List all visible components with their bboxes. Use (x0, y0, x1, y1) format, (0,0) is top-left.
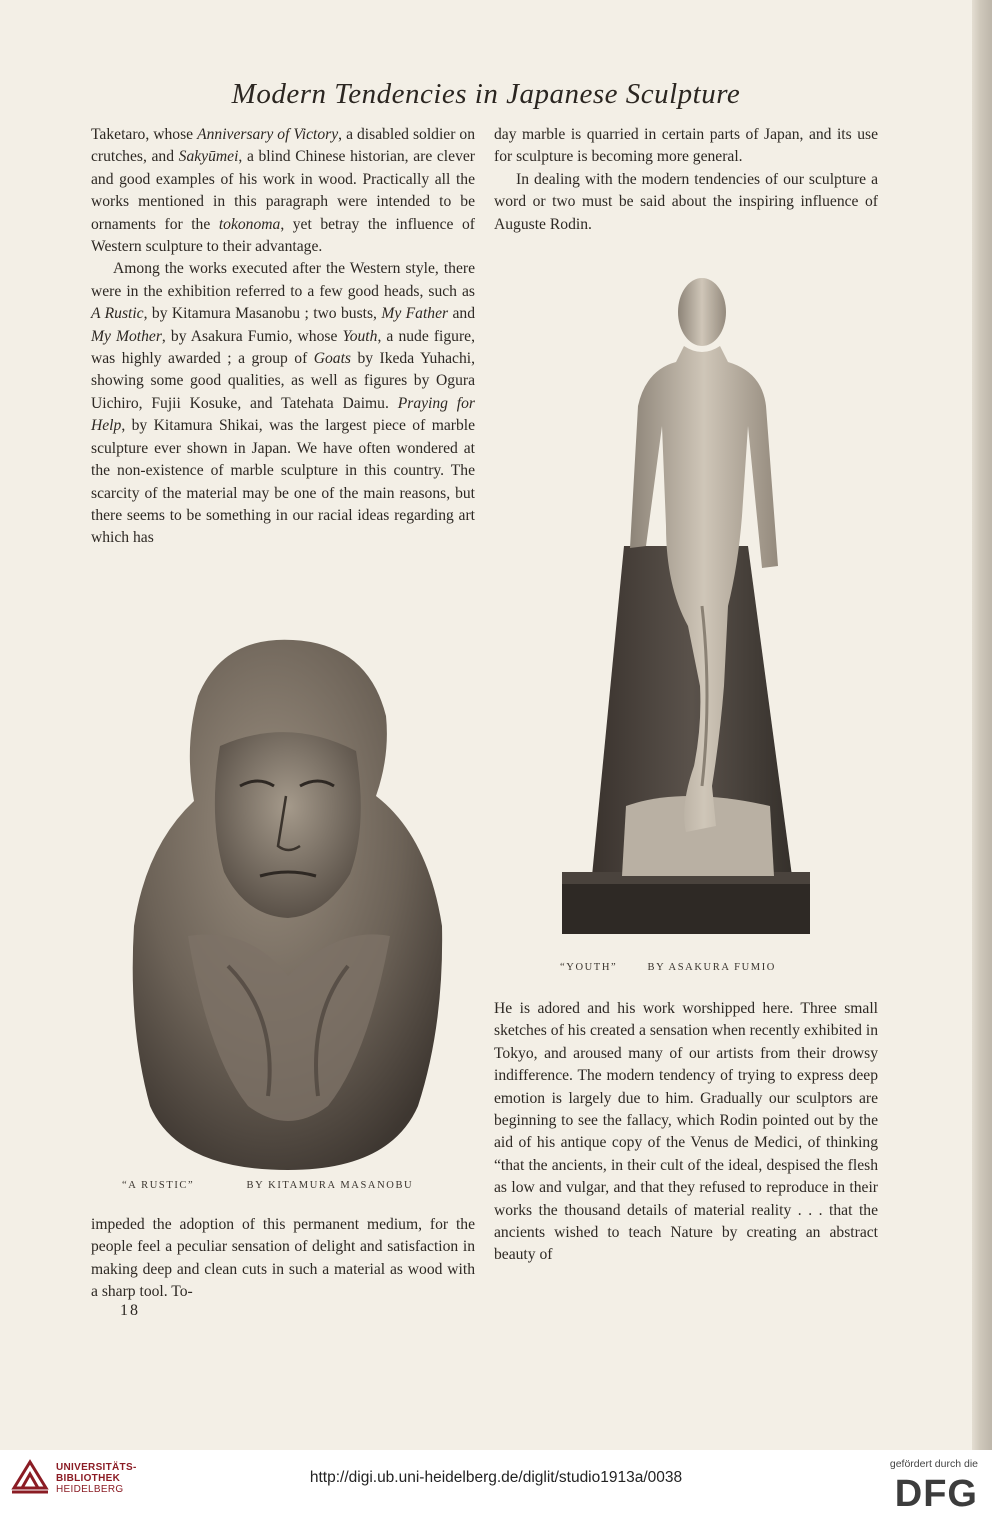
text-run: Taketaro, whose (91, 126, 198, 143)
text-run: My Mother (91, 327, 162, 345)
library-line-1: UNIVERSITÄTS- (56, 1462, 137, 1473)
right-paragraph-1 (494, 124, 878, 169)
text-run: , by Asakura Fumio, whose (161, 327, 343, 345)
text-run: Youth (342, 327, 378, 345)
text-run: , a blind Chinese historian, are clever and good examples of his work in wood. Practically all the works mentioned in this paragraph were intended to be ornaments for the (91, 148, 475, 233)
right-paragraph-3 (494, 998, 878, 1267)
youth-caption-credit: BY ASAKURA FUMIO (647, 962, 776, 973)
funding-note: gefördert durch die (889, 1458, 978, 1470)
text-run: , by Kitamura Masanobu ; two busts, (143, 305, 382, 323)
text-run: Sakyūmei (178, 148, 239, 166)
text-run: tokonoma (218, 215, 281, 233)
viewer-footer (0, 1450, 992, 1524)
permalink-url[interactable]: http://digi.ub.uni-heidelberg.de/diglit/studio1913a/0038 (309, 1469, 683, 1486)
text-run: impeded the adoption of this permanent medium, for the people feel a peculiar sensation of delight and satisfaction in making deep and clean cuts in such a material as wood with a sharp tool. To- (91, 1216, 475, 1301)
text-run: , a disabled soldier on crutches, and (91, 126, 476, 166)
text-run: day marble is quarried in certain parts of Japan, and its use for sculpture is becoming more general. (494, 126, 878, 166)
text-run: Among the works executed after the Western style, there were in the exhibition referred to a few good heads, such as (91, 260, 475, 300)
left-column-upper (91, 124, 475, 550)
page-number: 18 (120, 1302, 140, 1319)
dfg-logo[interactable]: DFG (894, 1473, 978, 1515)
youth-caption (560, 962, 776, 973)
library-line-3: HEIDELBERG (56, 1484, 124, 1495)
rustic-caption-credit: BY KITAMURA MASANOBU (246, 1180, 414, 1191)
text-run: by Ikeda Yuhachi, showing some good qualities, as well as figures by Ogura Uichiro, Fujii Kosuke, and Tatehata Daimu. (91, 350, 476, 412)
text-run: He is adored and his work worshipped here. Three small sketches of his created a sensation when recently exhibited in Tokyo, and aroused many of our artists from their drowsy indifference. The modern tendency of trying to express deep emotion is largely due to him. Gradually our sculptors are beginning to see the fallacy, which Rodin pointed out by the aid of his antique copy of the Venus de Medici, of thinking “that the ancients, in their cult of the ideal, despised the flesh as low and vulgar, and that they refused to reproduce in their works the thousand details of material reality . . . that the ancients wished to teach Nature by creating an abstract beauty of (494, 1000, 878, 1264)
left-paragraph-3 (91, 1214, 475, 1304)
running-title: Modern Tendencies in Japanese Sculpture (231, 78, 741, 110)
rustic-bust-photo (128, 636, 444, 1170)
library-line-2: BIBLIOTHEK (56, 1473, 121, 1484)
text-run: , by Kitamura Shikai, was the largest piece of marble sculpture ever shown in Japan. We have often wondered at the non-existence of marble sculpture in this country. The scarcity of the material may be one of the main reasons, but there seems to be something in our racial ideas regarding art which has (91, 417, 475, 547)
right-paragraph-2 (494, 169, 878, 236)
text-run: A Rustic (91, 305, 144, 323)
text-run: Praying for Help (91, 394, 475, 435)
text-run: , yet betray the influence of Western sculpture to their advantage. (91, 215, 475, 256)
text-run: In dealing with the modern tendencies of our sculpture a word or two must be said about the inspiring influence of Auguste Rodin. (494, 170, 878, 233)
left-paragraph-2 (91, 258, 475, 549)
text-run: , a nude figure, was highly awarded ; a group of (91, 327, 475, 368)
left-paragraph-1 (91, 124, 475, 258)
text-run: Goats (313, 350, 351, 368)
text-run: Anniversary of Victory (197, 126, 339, 143)
rustic-caption (122, 1180, 413, 1191)
left-column-lower (91, 1214, 475, 1304)
youth-caption-title: “YOUTH” (560, 962, 618, 973)
youth-statue-photo (562, 266, 810, 942)
text-run: and (448, 305, 475, 323)
rustic-caption-title: “A RUSTIC” (122, 1180, 195, 1191)
right-column-upper (494, 124, 878, 236)
page-spine-shadow (972, 0, 992, 1450)
right-column-lower (494, 998, 878, 1267)
text-run: My Father (381, 305, 449, 323)
